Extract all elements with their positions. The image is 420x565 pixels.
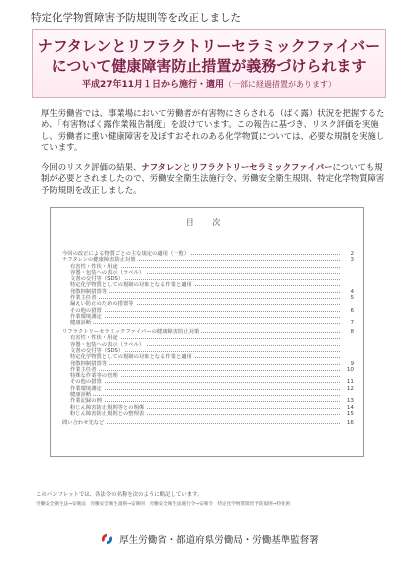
toc-entry-title: 漏えい防止のための措置等 — [62, 301, 136, 307]
toc-entry-page: 5 — [350, 295, 354, 302]
toc-entry-title: 有害性・性状・用途 — [62, 264, 120, 270]
toc-entry-title: 作業主任者 — [62, 367, 99, 373]
toc-entry-title: リフラクトリーセラミックファイバーの健康障害防止対策 — [62, 329, 200, 336]
toc-entry-page: 16 — [346, 419, 354, 426]
toc-entry-page: 15 — [346, 410, 354, 417]
toc-entry-page: 14 — [346, 404, 354, 411]
toc-entry-page: 4 — [350, 288, 354, 295]
toc-entry-title: 粉じん障害防止規則との整理表 — [62, 411, 146, 417]
p2-prefix: 今回のリスク評価の結果、 — [41, 162, 142, 172]
toc-entry-title: 文書の交付等（SDS） — [62, 348, 125, 354]
toc-entry-page: 8 — [350, 329, 354, 336]
mhlw-logo-icon — [101, 533, 113, 545]
toc-leader-dots — [62, 323, 340, 324]
toc-entry-title: 容器・包装への表示（ラベル） — [62, 342, 146, 348]
effective-date — [33, 77, 385, 90]
toc-entry-page: 6 — [350, 307, 354, 314]
toc-entry-title: 作業記録の例 — [62, 398, 104, 404]
toc-entry-title: 特定化学物質としての規制の対象となる作業と適用 — [62, 282, 194, 288]
toc-leader-dots — [62, 395, 340, 396]
intro-paragraph-2 — [41, 162, 387, 196]
toc-title: 目 次 — [185, 218, 229, 227]
toc-entry — [62, 320, 354, 326]
toc-entry-title: 特殊な作業等の管理 — [62, 373, 120, 379]
toc-entry-title: 文書の交付等（SDS） — [62, 276, 125, 282]
toc-entry-page: 3 — [350, 257, 354, 264]
toc-leader-dots — [62, 298, 340, 299]
p2-naphthalene: ナフタレン — [141, 162, 183, 172]
toc-entry-page: 13 — [346, 398, 354, 405]
toc-entry-title: 発散抑制措置等 — [62, 361, 109, 367]
header-text: 特定化学物質障害予防規則等を改正しました — [31, 12, 241, 24]
toc-entry-title: 発散抑制措置等 — [62, 289, 109, 295]
toc-leader-dots — [62, 370, 340, 371]
toc-entry-page: 12 — [346, 385, 354, 392]
toc-entry-title: その他の措置 — [62, 308, 104, 314]
toc-entry-page: 10 — [346, 366, 354, 373]
toc-entry-title: 粉じん障害防止規則等との関係 — [62, 405, 146, 411]
toc-entry — [62, 411, 354, 417]
footer-text: 厚生労働省・都道府県労働局・労働基準監督署 — [119, 535, 319, 546]
toc-entry-page: 2 — [350, 251, 354, 257]
table-of-contents — [50, 207, 364, 457]
main-title-line1: ナフタレンとリフラクトリーセラミックファイバー — [37, 37, 381, 55]
effective-date-main: 平成27年11月１日から施行・適用 — [81, 80, 225, 90]
effective-date-note: （一部に経過措置があります） — [224, 80, 337, 89]
toc-entry-title: 今回の改正による物質ごとの主な規定の適用（一覧） — [62, 251, 190, 257]
toc-list — [62, 251, 354, 426]
toc-entry-title: 容器・包装への表示（ラベル） — [62, 270, 146, 276]
toc-entry-title: 作業環境測定 — [62, 386, 104, 392]
toc-entry — [62, 420, 354, 426]
toc-entry-title: ナフタレンの健康障害防止対策 — [62, 257, 136, 264]
toc-entry-title: 作業環境測定 — [62, 314, 104, 320]
abbreviation-note: このパンフレットでは、各法令の名称を次のように略記しています。 — [36, 492, 203, 498]
main-title-line2: について健康障害防止措置が義務づけられます — [51, 57, 367, 75]
intro-paragraph-1: 厚生労働省では、事業場において労働者が有害物にさらされる（ばく露）状況を把握するため、「有害物ばく露作業報告制度」を設けています。この報告に基づき、リスク評価を実施し、労働者に重い健康障害を及ぼすおそれのある化学物質については、必要な規制を実施しています。 — [41, 108, 385, 152]
footer — [0, 532, 420, 548]
toc-entry-title: 健康診断 — [62, 320, 93, 326]
abbreviation-list: 労働安全衛生法→安衛法 労働安全衛生規則→安衛則 労働安全衛生法施行令→安衛令 特定化学物質障害予防規則→特化則 — [36, 502, 291, 507]
toc-entry-page: 9 — [350, 360, 354, 367]
p2-suffix: についても規制が必要とされましたので、労働安全衛生法施行令、労働安全衛生規則、特定化学物質障害予防規則を改正しました。 — [41, 162, 385, 195]
toc-entry-title: 問い合わせ先など — [62, 419, 105, 426]
p2-rcf: リフラクトリーセラミックファイバー — [190, 162, 333, 172]
toc-entry-page: 7 — [350, 320, 354, 327]
toc-entry-title: 有害性・性状・用途 — [62, 335, 120, 341]
toc-entry-title: その他の措置 — [62, 379, 104, 385]
toc-entry-title: 特定化学物質としての規制の対象となる作業と適用 — [62, 354, 194, 360]
toc-entry-title: 健康診断 — [62, 392, 93, 398]
title-box — [32, 29, 386, 98]
toc-entry-page: 11 — [346, 379, 354, 386]
p2-mid: と — [182, 162, 191, 172]
toc-entry-title: 作業主任者 — [62, 295, 99, 301]
